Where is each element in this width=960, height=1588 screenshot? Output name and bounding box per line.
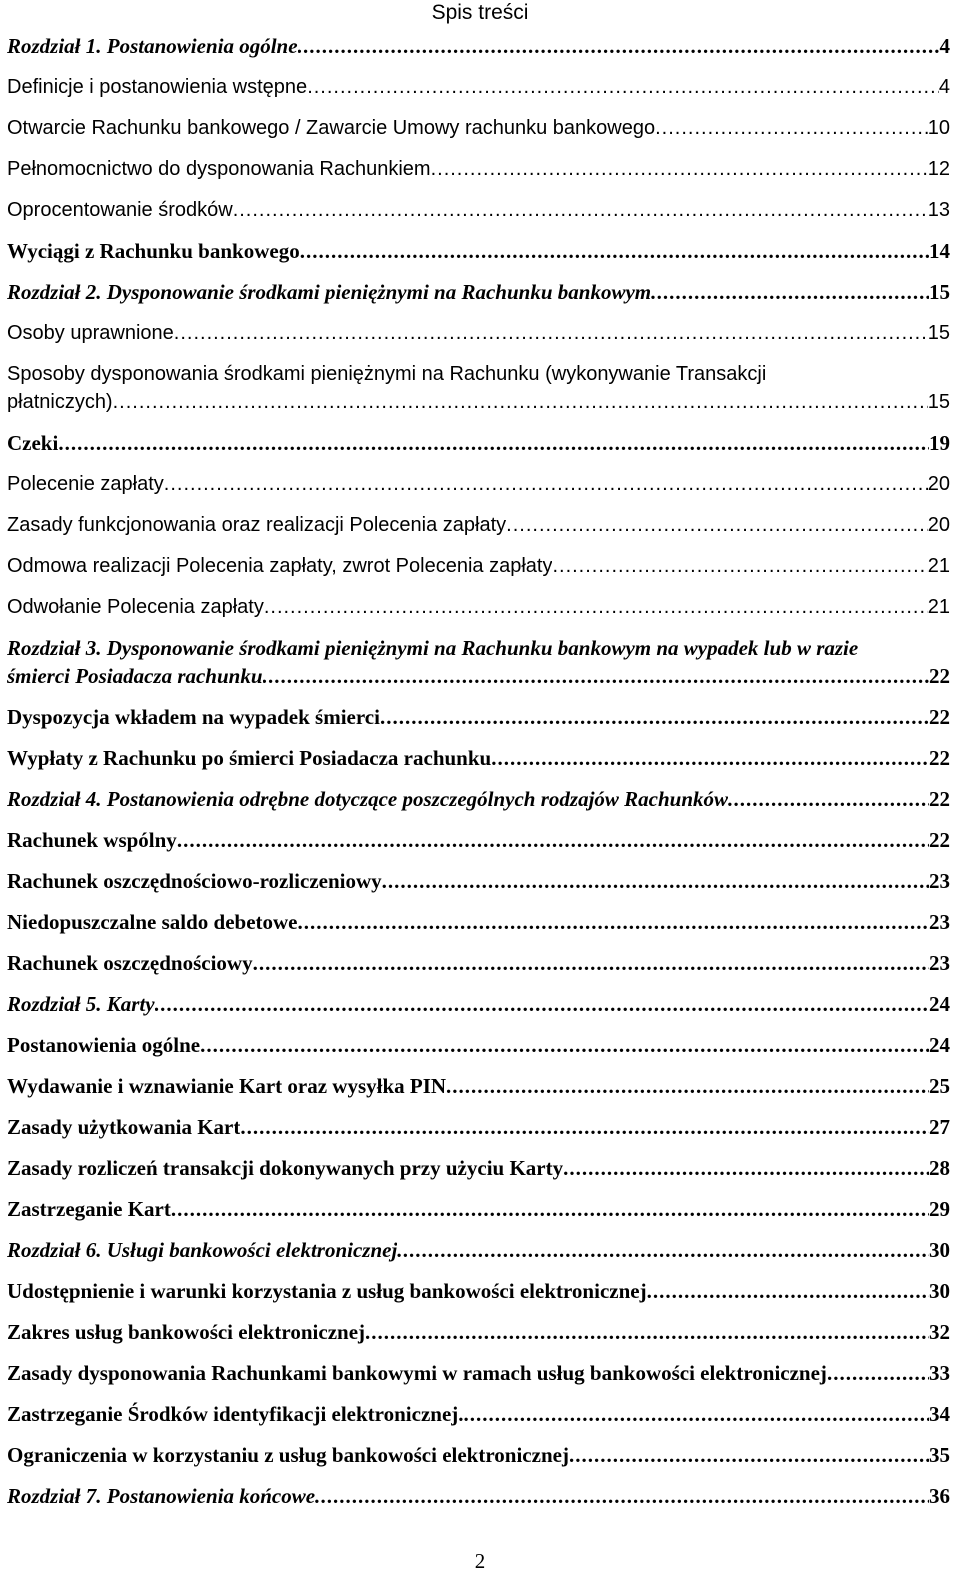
toc-dot-leader — [264, 593, 928, 621]
toc-page-number: 29 — [929, 1197, 950, 1221]
toc-dot-leader — [200, 1031, 929, 1059]
toc-entry-label: Odwołanie Polecenia zapłaty — [7, 596, 264, 618]
toc-entry-label: Pełnomocnictwo do dysponowania Rachunkiem — [7, 158, 431, 180]
toc-entry-label: Dyspozycja wkładem na wypadek śmierci — [7, 705, 380, 729]
toc-entry-label: Czeki — [7, 431, 59, 455]
toc-dot-leader — [397, 1236, 929, 1264]
toc-page-number: 27 — [929, 1115, 950, 1139]
toc-entry-label: płatniczych) — [7, 391, 113, 413]
toc-entry-label: Otwarcie Rachunku bankowego / Zawarcie Umowy rachunku bankowego — [7, 117, 656, 139]
toc-entry-label: Rachunek oszczędnościowy — [7, 951, 253, 975]
toc-page-number: 10 — [927, 117, 950, 139]
toc-entry-label: Wydawanie i wznawianie Kart oraz wysyłka PIN — [7, 1074, 447, 1098]
toc-entry-label: Zakres usług bankowości elektronicznej — [7, 1320, 366, 1344]
toc-dot-leader — [307, 73, 939, 101]
toc-section-entry[interactable] — [7, 196, 950, 224]
toc-dot-leader — [380, 703, 929, 731]
toc-chapter-entry[interactable] — [7, 1236, 950, 1264]
toc-section-entry[interactable] — [7, 470, 950, 498]
toc-page-number: 22 — [929, 746, 950, 770]
toc-page-number: 24 — [929, 992, 950, 1016]
toc-section-entry[interactable] — [7, 1277, 950, 1305]
toc-page-number: 35 — [929, 1443, 950, 1467]
toc-section-entry[interactable] — [7, 155, 950, 183]
toc-page-number: 20 — [927, 473, 950, 495]
toc-section-entry[interactable] — [7, 237, 950, 265]
toc-dot-leader — [315, 1482, 929, 1510]
toc-page-number: 15 — [929, 280, 950, 304]
toc-dot-leader — [563, 1154, 929, 1182]
toc-dot-leader — [491, 744, 929, 772]
toc-title: Spis treści — [431, 1, 529, 24]
toc-entry-label-line: Rozdział 3. Dysponowanie środkami pieniężnymi na Rachunku bankowym na wypadek lub w razie — [7, 636, 859, 660]
toc-page-number: 15 — [927, 391, 950, 413]
toc-section-entry[interactable] — [7, 114, 950, 142]
toc-section-entry[interactable] — [7, 360, 950, 416]
toc-page-number: 21 — [927, 596, 950, 618]
toc-entry-label: Polecenie zapłaty — [7, 473, 164, 495]
toc-section-entry[interactable] — [7, 1031, 950, 1059]
toc-section-entry[interactable] — [7, 1113, 950, 1141]
toc-entry-label: Zasady rozliczeń transakcji dokonywanych przy użyciu Karty — [7, 1156, 564, 1180]
toc-page-number: 22 — [929, 787, 950, 811]
toc-entry-label: Oprocentowanie środków — [7, 199, 233, 221]
toc-section-entry[interactable] — [7, 511, 950, 539]
toc-dot-leader — [174, 319, 928, 347]
toc-entry-label: śmierci Posiadacza rachunku — [7, 664, 263, 688]
toc-page-number: 30 — [929, 1238, 950, 1262]
toc-entry-label: Zastrzeganie Środków identyfikacji elektronicznej. — [7, 1402, 464, 1426]
toc-section-entry[interactable] — [7, 908, 950, 936]
toc-section-entry[interactable] — [7, 593, 950, 621]
toc-page-number: 23 — [929, 910, 950, 934]
toc-dot-leader — [569, 1441, 929, 1469]
toc-dot-leader — [155, 990, 929, 1018]
toc-entry-label: Rozdział 1. Postanowienia ogólne — [7, 34, 298, 58]
toc-page-number: 12 — [927, 158, 950, 180]
toc-page-number: 28 — [929, 1156, 950, 1180]
toc-section-entry[interactable] — [7, 552, 950, 580]
toc-section-entry[interactable] — [7, 703, 950, 731]
toc-chapter-entry[interactable] — [7, 278, 950, 306]
toc-section-entry[interactable] — [7, 1195, 950, 1223]
toc-entry-label: Zastrzeganie Kart — [7, 1197, 171, 1221]
toc-dot-leader — [113, 388, 928, 416]
toc-dot-leader — [233, 196, 928, 224]
toc-entry-label: Zasady funkcjonowania oraz realizacji Polecenia zapłaty — [7, 514, 507, 536]
toc-chapter-entry[interactable] — [7, 634, 950, 690]
toc-page-number: 15 — [927, 322, 950, 344]
toc-dot-leader — [651, 278, 929, 306]
toc-page-number: 19 — [929, 431, 950, 455]
toc-dot-leader — [164, 470, 928, 498]
toc-page-number: 4 — [938, 76, 950, 98]
toc-entry-label: Niedopuszczalne saldo debetowe — [7, 910, 298, 934]
toc-entry-label: Rozdział 2. Dysponowanie środkami pieniężnymi na Rachunku bankowym — [7, 280, 652, 304]
toc-list — [7, 32, 950, 1523]
toc-page-number: 14 — [929, 239, 950, 263]
toc-entry-label: Rozdział 6. Usługi bankowości elektronicznej — [7, 1238, 398, 1262]
toc-section-entry[interactable] — [7, 1318, 950, 1346]
toc-dot-leader — [552, 552, 927, 580]
toc-section-entry[interactable] — [7, 1359, 950, 1387]
toc-dot-leader — [446, 1072, 929, 1100]
toc-section-entry[interactable] — [7, 1441, 950, 1469]
toc-entry-label-line: Sposoby dysponowania środkami pieniężnymi na Rachunku (wykonywanie Transakcji — [7, 363, 767, 385]
toc-entry-label: Zasady użytkowania Kart — [7, 1115, 241, 1139]
toc-section-entry[interactable] — [7, 1400, 950, 1428]
toc-entry-label: Zasady dysponowania Rachunkami bankowymi w ramach usług bankowości elektronicznej — [7, 1361, 827, 1385]
toc-page-number: 23 — [929, 951, 950, 975]
toc-entry-label: Rozdział 5. Karty — [7, 992, 155, 1016]
toc-dot-leader — [655, 114, 928, 142]
toc-chapter-entry[interactable] — [7, 990, 950, 1018]
toc-entry-label: Osoby uprawnione — [7, 322, 174, 344]
toc-entry-label: Rachunek wspólny — [7, 828, 177, 852]
toc-page-number: 21 — [927, 555, 950, 577]
toc-page-number: 23 — [929, 869, 950, 893]
toc-dot-leader — [253, 949, 929, 977]
toc-dot-leader — [298, 32, 940, 60]
toc-section-entry[interactable] — [7, 744, 950, 772]
toc-entry-label: Odmowa realizacji Polecenia zapłaty, zwrot Polecenia zapłaty — [7, 555, 553, 577]
toc-dot-leader — [365, 1318, 929, 1346]
toc-section-entry[interactable] — [7, 73, 950, 101]
toc-chapter-entry[interactable] — [7, 785, 950, 813]
toc-page-number: 25 — [929, 1074, 950, 1098]
toc-section-entry[interactable] — [7, 1072, 950, 1100]
toc-page-number: 32 — [929, 1320, 950, 1344]
toc-section-entry[interactable] — [7, 826, 950, 854]
toc-chapter-entry[interactable] — [7, 32, 950, 60]
toc-page-number: 36 — [929, 1484, 950, 1508]
toc-page-number: 22 — [929, 664, 950, 688]
toc-entry-label: Postanowienia ogólne — [7, 1033, 201, 1057]
toc-section-entry[interactable] — [7, 429, 950, 457]
toc-entry-label: Definicje i postanowienia wstępne — [7, 76, 308, 98]
toc-entry-label: Ograniczenia w korzystaniu z usług bankowości elektronicznej — [7, 1443, 569, 1467]
toc-dot-leader — [464, 1400, 929, 1428]
toc-section-entry[interactable] — [7, 867, 950, 895]
toc-dot-leader — [647, 1277, 929, 1305]
toc-dot-leader — [431, 155, 928, 183]
toc-chapter-entry[interactable] — [7, 1482, 950, 1510]
toc-entry-label: Rozdział 4. Postanowienia odrębne dotyczące poszczególnych rodzajów Rachunków — [7, 787, 729, 811]
toc-dot-leader — [382, 867, 929, 895]
toc-page-number: 13 — [927, 199, 950, 221]
toc-entry-label: Udostępnienie i warunki korzystania z usług bankowości elektronicznej — [7, 1279, 647, 1303]
toc-dot-leader — [506, 511, 928, 539]
toc-dot-leader — [300, 237, 929, 265]
toc-dot-leader — [728, 785, 929, 813]
toc-dot-leader — [263, 662, 929, 690]
toc-section-entry[interactable] — [7, 1154, 950, 1182]
toc-dot-leader — [298, 908, 930, 936]
toc-page-number: 34 — [929, 1402, 950, 1426]
toc-page-number: 24 — [929, 1033, 950, 1057]
toc-dot-leader — [171, 1195, 929, 1223]
toc-page-number: 20 — [927, 514, 950, 536]
toc-entry-label: Rozdział 7. Postanowienia końcowe — [7, 1484, 316, 1508]
toc-section-entry[interactable] — [7, 949, 950, 977]
page-number: 2 — [474, 1549, 486, 1573]
toc-page-number: 30 — [929, 1279, 950, 1303]
toc-entry-label: Wyciągi z Rachunku bankowego — [7, 239, 300, 263]
toc-entry-label: Rachunek oszczędnościowo-rozliczeniowy — [7, 869, 382, 893]
toc-dot-leader — [240, 1113, 929, 1141]
toc-page-number: 33 — [929, 1361, 950, 1385]
toc-page-number: 4 — [939, 34, 950, 58]
toc-page-number: 22 — [929, 705, 950, 729]
toc-dot-leader — [177, 826, 929, 854]
toc-dot-leader — [58, 429, 929, 457]
toc-page-number: 22 — [929, 828, 950, 852]
toc-entry-label: Wypłaty z Rachunku po śmierci Posiadacza rachunku — [7, 746, 492, 770]
toc-dot-leader — [827, 1359, 929, 1387]
toc-section-entry[interactable] — [7, 319, 950, 347]
